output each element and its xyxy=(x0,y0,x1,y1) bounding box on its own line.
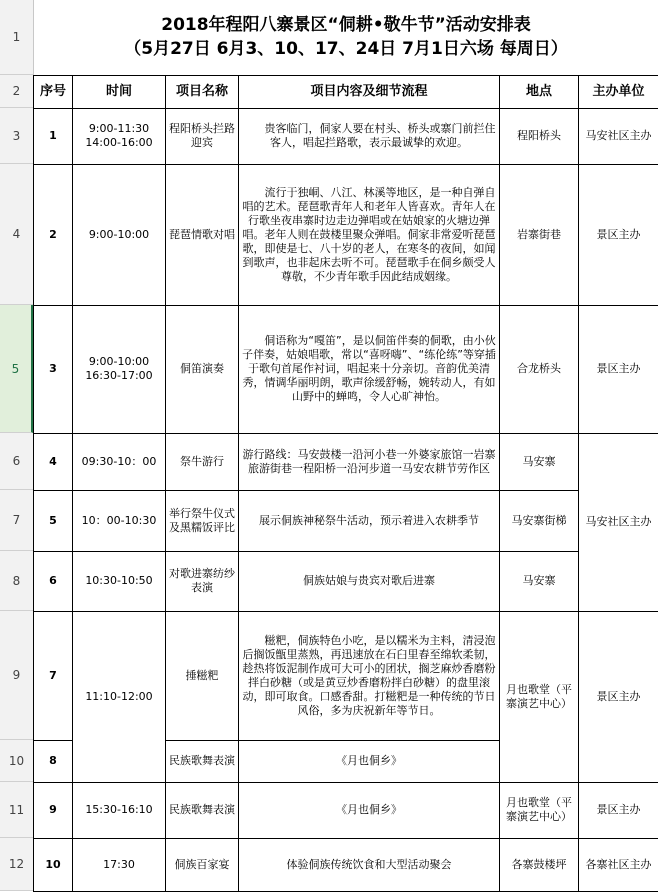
header-time[interactable]: 时间 xyxy=(73,75,166,108)
cell-place[interactable]: 程阳桥头 xyxy=(500,108,579,164)
cell-place[interactable]: 马安寨街梯 xyxy=(500,490,579,551)
cell-name[interactable]: 琵琶情歌对唱 xyxy=(166,164,239,305)
table-row xyxy=(34,551,658,611)
row-header-12[interactable]: 12 xyxy=(0,838,33,891)
cell-no[interactable]: 2 xyxy=(34,164,73,305)
cell-time[interactable] xyxy=(73,838,166,891)
sheet-title[interactable] xyxy=(34,0,658,75)
time-line: 9:00-11:30 xyxy=(76,122,162,136)
time-line: 17:30 xyxy=(76,858,162,872)
cell-name[interactable]: 民族歌舞表演 xyxy=(166,740,239,782)
cell-name[interactable]: 举行祭牛仪式及黑糯饭评比 xyxy=(166,490,239,551)
cell-organizer[interactable]: 各寨社区主办 xyxy=(579,838,658,891)
cell-time[interactable] xyxy=(73,108,166,164)
row-header-9[interactable]: 9 xyxy=(0,611,33,740)
cell-detail[interactable] xyxy=(239,305,500,433)
cell-place[interactable]: 岩寨街巷 xyxy=(500,164,579,305)
cell-no[interactable]: 6 xyxy=(34,551,73,611)
time-line: 10：00-10:30 xyxy=(76,514,162,528)
cell-detail[interactable] xyxy=(239,611,500,740)
time-line: 9:00-10:00 xyxy=(76,228,162,242)
row-header-7[interactable]: 7 xyxy=(0,490,33,551)
cell-time[interactable] xyxy=(73,433,166,490)
table-row xyxy=(34,838,658,891)
cell-no[interactable]: 10 xyxy=(34,838,73,891)
cell-place[interactable]: 各寨鼓楼坪 xyxy=(500,838,579,891)
row-header-6[interactable]: 6 xyxy=(0,433,33,490)
row-header-3[interactable]: 3 xyxy=(0,108,33,164)
title-row xyxy=(34,0,658,75)
row-header-8[interactable]: 8 xyxy=(0,551,33,611)
cell-detail[interactable]: 《月也侗乡》 xyxy=(239,740,500,782)
cell-place[interactable]: 合龙桥头 xyxy=(500,305,579,433)
title-line-1: 2018年程阳八寨景区“侗耕•敬牛节”活动安排表 xyxy=(37,13,656,37)
header-name[interactable]: 项目名称 xyxy=(166,75,239,108)
cell-place[interactable]: 月也歌堂（平寨演艺中心） xyxy=(500,611,579,782)
time-line: 16:30-17:00 xyxy=(76,369,162,383)
cell-place[interactable]: 月也歌堂（平寨演艺中心） xyxy=(500,782,579,838)
cell-time[interactable] xyxy=(73,551,166,611)
header-no[interactable]: 序号 xyxy=(34,75,73,108)
cell-no[interactable]: 3 xyxy=(34,305,73,433)
table-row xyxy=(34,164,658,305)
detail-text: 流行于独峒、八江、林溪等地区，是一种自弹自唱的艺术。琵琶歌青年人和老年人皆喜欢。青年人在行歌坐夜串寨时边走边弹唱或在姑娘家的火塘边弹唱。老年人则在鼓楼里聚众弹唱。侗家非常爱听琵琶歌，即使是七、八十岁的老人，在寒冬的夜间，如闻到歌声，也非起床去听不可。琵琶歌手在侗乡颇受人尊敬，不少青年歌手因此结成姻缘。 xyxy=(243,186,496,283)
detail-text: 糍粑，侗族特色小吃，是以糯米为主料，清浸泡后搁饭甑里蒸熟，再迅速放在石臼里舂至绵软柔韧，趁热将饭泥制作成可大可小的团状，搁芝麻炒香磨粉拌白砂糖（或是黄豆炒香磨粉拌白砂糖）的盘里滚动，即可取食。口感香甜。打糍粑是一种传统的节日风俗，多为庆祝新年等节日。 xyxy=(243,634,496,717)
schedule-table xyxy=(33,0,658,892)
table-row xyxy=(34,305,658,433)
time-line: 09:30-10：00 xyxy=(76,455,162,469)
time-line: 10:30-10:50 xyxy=(76,574,162,588)
row-header-11[interactable]: 11 xyxy=(0,782,33,838)
header-organizer[interactable]: 主办单位 xyxy=(579,75,658,108)
cell-detail[interactable] xyxy=(239,164,500,305)
header-detail[interactable]: 项目内容及细节流程 xyxy=(239,75,500,108)
table-row xyxy=(34,611,658,740)
cell-name[interactable]: 民族歌舞表演 xyxy=(166,782,239,838)
table-row xyxy=(34,490,658,551)
time-line: 11:10-12:00 xyxy=(76,690,162,704)
cell-organizer[interactable]: 马安社区主办 xyxy=(579,433,658,611)
cell-time[interactable] xyxy=(73,611,166,782)
cell-detail[interactable]: 游行路线：马安鼓楼一沿河小巷一外婆家旅馆一岩寨旅游街巷一程阳桥一沿河步道一马安农耕节劳作区 xyxy=(239,433,500,490)
cell-detail[interactable]: 侗族姑娘与贵宾对歌后进寨 xyxy=(239,551,500,611)
cell-detail[interactable] xyxy=(239,108,500,164)
cell-no[interactable]: 9 xyxy=(34,782,73,838)
cell-no[interactable]: 1 xyxy=(34,108,73,164)
header-place[interactable]: 地点 xyxy=(500,75,579,108)
cell-time[interactable] xyxy=(73,164,166,305)
cell-organizer[interactable]: 景区主办 xyxy=(579,611,658,782)
cell-organizer[interactable]: 马安社区主办 xyxy=(579,108,658,164)
cell-time[interactable] xyxy=(73,490,166,551)
row-header-1[interactable]: 1 xyxy=(0,0,33,75)
cell-organizer[interactable]: 景区主办 xyxy=(579,782,658,838)
row-header-10[interactable]: 10 xyxy=(0,740,33,782)
cell-name[interactable]: 程阳桥头拦路迎宾 xyxy=(166,108,239,164)
row-header-2[interactable]: 2 xyxy=(0,75,33,108)
cell-time[interactable] xyxy=(73,782,166,838)
cell-no[interactable]: 7 xyxy=(34,611,73,740)
time-line: 15:30-16:10 xyxy=(76,803,162,817)
table-row xyxy=(34,433,658,490)
row-header-4[interactable]: 4 xyxy=(0,164,33,305)
cell-place[interactable]: 马安寨 xyxy=(500,433,579,490)
cell-name[interactable]: 侗笛演奏 xyxy=(166,305,239,433)
row-header-column xyxy=(0,0,34,891)
time-line: 9:00-10:00 xyxy=(76,355,162,369)
table-row xyxy=(34,108,658,164)
cell-no[interactable]: 5 xyxy=(34,490,73,551)
time-line: 14:00-16:00 xyxy=(76,136,162,150)
table-row xyxy=(34,782,658,838)
cell-detail[interactable]: 体验侗族传统饮食和大型活动聚会 xyxy=(239,838,500,891)
cell-no[interactable]: 8 xyxy=(34,740,73,782)
detail-text: 贵客临门，侗家人要在村头、桥头或寨门前拦住客人，唱起拦路歌，表示最诚挚的欢迎。 xyxy=(265,122,496,149)
cell-organizer[interactable]: 景区主办 xyxy=(579,164,658,305)
cell-organizer[interactable]: 景区主办 xyxy=(579,305,658,433)
cell-detail[interactable]: 《月也侗乡》 xyxy=(239,782,500,838)
cell-no[interactable]: 4 xyxy=(34,433,73,490)
cell-name[interactable]: 捶糍粑 xyxy=(166,611,239,740)
cell-name[interactable]: 对歌进寨纺纱表演 xyxy=(166,551,239,611)
detail-text: 侗语称为“嘎笛”，是以侗笛伴奏的侗歌，由小伙子伴奏，姑娘唱歌，常以“喜呀嗨”、“练伦练”等穿插于歌句首尾作衬词，唱起来十分亲切。音韵优美清秀，情调华丽明朗，歌声徐缓舒畅，婉转动人，有如山野中的蝉鸣，令人心旷神怡。 xyxy=(242,334,496,403)
cell-time[interactable] xyxy=(73,305,166,433)
cell-name[interactable]: 祭牛游行 xyxy=(166,433,239,490)
cell-detail[interactable]: 展示侗族神秘祭牛活动，预示着进入农耕季节 xyxy=(239,490,500,551)
row-header-5[interactable]: 5 xyxy=(0,305,33,433)
header-row xyxy=(34,75,658,108)
cell-place[interactable]: 马安寨 xyxy=(500,551,579,611)
title-line-2: （5月27日 6月3、10、17、24日 7月1日六场 每周日） xyxy=(37,37,656,61)
cell-name[interactable]: 侗族百家宴 xyxy=(166,838,239,891)
